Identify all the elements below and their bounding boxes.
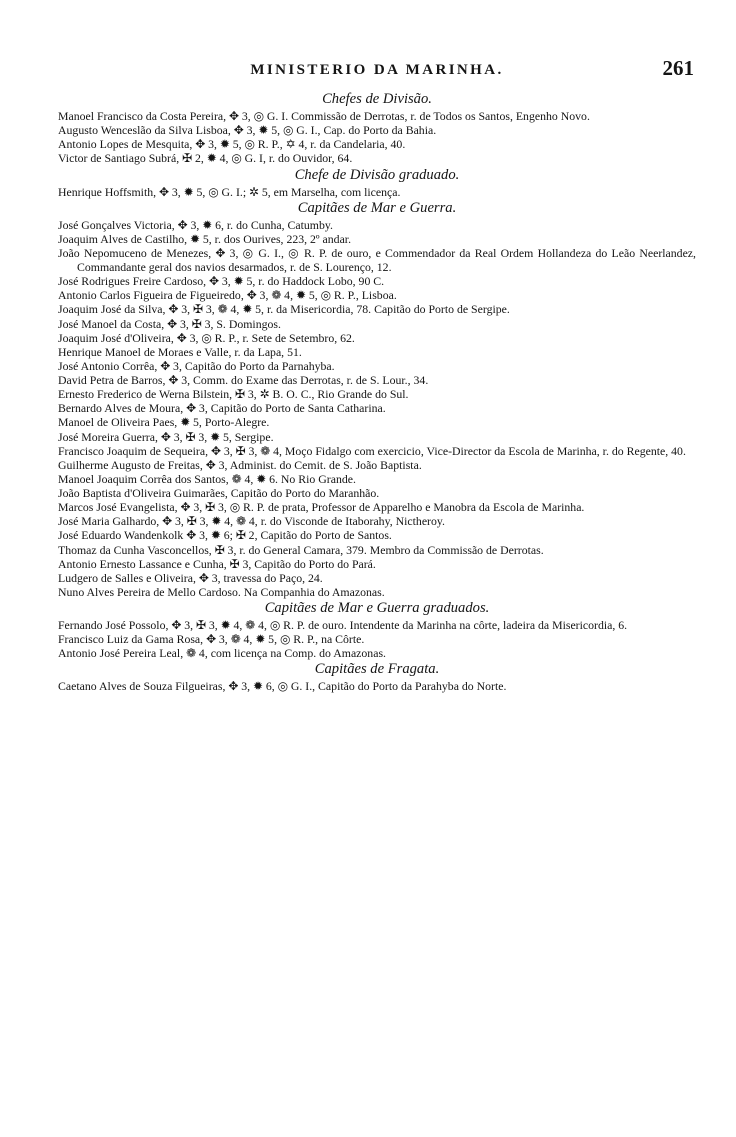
running-head bbox=[58, 56, 696, 90]
register-entry: Caetano Alves de Souza Filgueiras, ✥ 3, ✹ 6, ◎ G. I., Capitão do Porto da Parahyba do Norte. bbox=[58, 679, 507, 694]
register-entry: David Petra de Barros, ✥ 3, Comm. do Exame das Derrotas, r. de S. Lour., 34. bbox=[58, 373, 429, 387]
register-entry: Victor de Santiago Subrá, ✠ 2, ✹ 4, ◎ G. I, r. do Ouvidor, 64. bbox=[58, 151, 353, 166]
register-entry: João Baptista d'Oliveira Guimarães, Capitão do Porto do Maranhão. bbox=[58, 486, 380, 500]
register-entry: Joaquim José da Silva, ✥ 3, ✠ 3, ❁ 4, ✹ 5, r. da Misericordia, 78. Capitão do Porto de Sergipe. bbox=[58, 302, 510, 317]
register-entry: José Maria Galhardo, ✥ 3, ✠ 3, ✹ 4, ❁ 4, r. do Visconde de Itaborahy, Nictheroy. bbox=[58, 514, 445, 529]
register-entry: Thomaz da Cunha Vasconcellos, ✠ 3, r. do General Camara, 379. Membro da Commissão de Derrotas. bbox=[58, 542, 544, 557]
register-entry: Manoel Francisco da Costa Pereira, ✥ 3, ◎ G. I. Commissão de Derrotas, r. de Todos os Santos, Engenho Novo. bbox=[58, 109, 590, 123]
running-title: MINISTERIO DA MARINHA. bbox=[250, 62, 504, 78]
register-entry: Ludgero de Salles e Oliveira, ✥ 3, travessa do Paço, 24. bbox=[58, 570, 323, 585]
register-entry: José Antonio Corrêa, ✥ 3, Capitão do Porto da Parnahyba. bbox=[58, 358, 335, 373]
register-entry: Bernardo Alves de Moura, ✥ 3, Capitão do Porto de Santa Catharina. bbox=[58, 401, 386, 416]
register-entry: José Manoel da Costa, ✥ 3, ✠ 3, S. Domingos. bbox=[58, 316, 281, 331]
register-entry: Nuno Alves Pereira de Mello Cardoso. Na Companhia do Amazonas. bbox=[58, 584, 385, 599]
register-entry: Guilherme Augusto de Freitas, ✥ 3, Administ. do Cemit. de S. João Baptista. bbox=[58, 457, 422, 472]
register-entry: Henrique Hoffsmith, ✥ 3, ✹ 5, ◎ G. I.; ✲ 5, em Marselha, com licença. bbox=[58, 184, 401, 199]
register-entry: Manoel Joaquim Corrêa dos Santos, ❁ 4, ✹ 6. No Rio Grande. bbox=[58, 471, 356, 486]
register-entry: Antonio Carlos Figueira de Figueiredo, ✥ 3, ❁ 4, ✹ 5, ◎ R. P., Lisboa. bbox=[58, 288, 397, 303]
section-heading: Capitães de Mar e Guerra graduados. bbox=[264, 600, 490, 616]
register-entry: Joaquim José d'Oliveira, ✥ 3, ◎ R. P., r. Sete de Setembro, 62. bbox=[58, 330, 355, 345]
section-heading: Chefe de Divisão graduado. bbox=[294, 166, 460, 183]
register-entry: José Rodrigues Freire Cardoso, ✥ 3, ✹ 5, r. do Haddock Lobo, 90 C. bbox=[58, 274, 385, 289]
register-entry: Antonio José Pereira Leal, ❁ 4, com licença na Comp. do Amazonas. bbox=[58, 646, 386, 661]
register-entry: João Nepomuceno de Menezes, ✥ 3, ◎ G. I., ◎ R. P. de ouro, e Commendador da Real Ordem Hollandeza do Leão Neerlandez, Commandante geral dos navios desarmados, r. de S. Lourenço, 12. bbox=[58, 245, 696, 274]
register-entry: Marcos José Evangelista, ✥ 3, ✠ 3, ◎ R. P. de prata, Professor de Apparelho e Manobra da Escola de Marinha. bbox=[58, 500, 585, 515]
register-entry: Fernando José Possolo, ✥ 3, ✠ 3, ✹ 4, ❁ 4, ◎ R. P. de ouro. Intendente da Marinha na côrte, ladeira da Misericordia, 6. bbox=[58, 618, 628, 632]
section-heading: Capitães de Fragata. bbox=[314, 661, 440, 678]
register-entry: Antonio Lopes de Mesquita, ✥ 3, ✹ 5, ◎ R. P., ✡ 4, r. da Candelaria, 40. bbox=[58, 137, 406, 152]
register-entry: Joaquim Alves de Castilho, ✹ 5, r. dos Ourives, 223, 2º andar. bbox=[58, 231, 352, 246]
register-entry: Ernesto Frederico de Werna Bilstein, ✠ 3, ✲ B. O. C., Rio Grande do Sul. bbox=[58, 387, 409, 402]
register-entry: Augusto Wenceslão da Silva Lisboa, ✥ 3, ✹ 5, ◎ G. I., Cap. do Porto da Bahia. bbox=[58, 123, 437, 138]
register-entry: José Gonçalves Victoria, ✥ 3, ✹ 6, r. do Cunha, Catumby. bbox=[58, 217, 333, 232]
register-entry: Henrique Manoel de Moraes e Valle, r. da Lapa, 51. bbox=[58, 344, 302, 359]
register-entry: Antonio Ernesto Lassance e Cunha, ✠ 3, Capitão do Porto do Pará. bbox=[58, 556, 376, 571]
register-entry: José Moreira Guerra, ✥ 3, ✠ 3, ✹ 5, Sergipe. bbox=[58, 429, 274, 444]
register-entry: Manoel de Oliveira Paes, ✹ 5, Porto-Alegre. bbox=[58, 415, 270, 430]
register-entry: Francisco Joaquim de Sequeira, ✥ 3, ✠ 3, ❁ 4, Moço Fidalgo com exercicio, Vice-Director da Escola de Marinha, r. do Regente, 40. bbox=[58, 443, 686, 458]
section-heading: Capitães de Mar e Guerra. bbox=[297, 199, 457, 216]
register-entry: José Eduardo Wandenkolk ✥ 3, ✹ 6; ✠ 2, Capitão do Porto de Santos. bbox=[58, 528, 392, 543]
section-heading: Chefes de Divisão. bbox=[322, 91, 432, 107]
content bbox=[58, 90, 696, 694]
register-entry: Francisco Luiz da Gama Rosa, ✥ 3, ❁ 4, ✹ 5, ◎ R. P., na Côrte. bbox=[58, 632, 365, 647]
page-number: 261 bbox=[662, 56, 694, 80]
